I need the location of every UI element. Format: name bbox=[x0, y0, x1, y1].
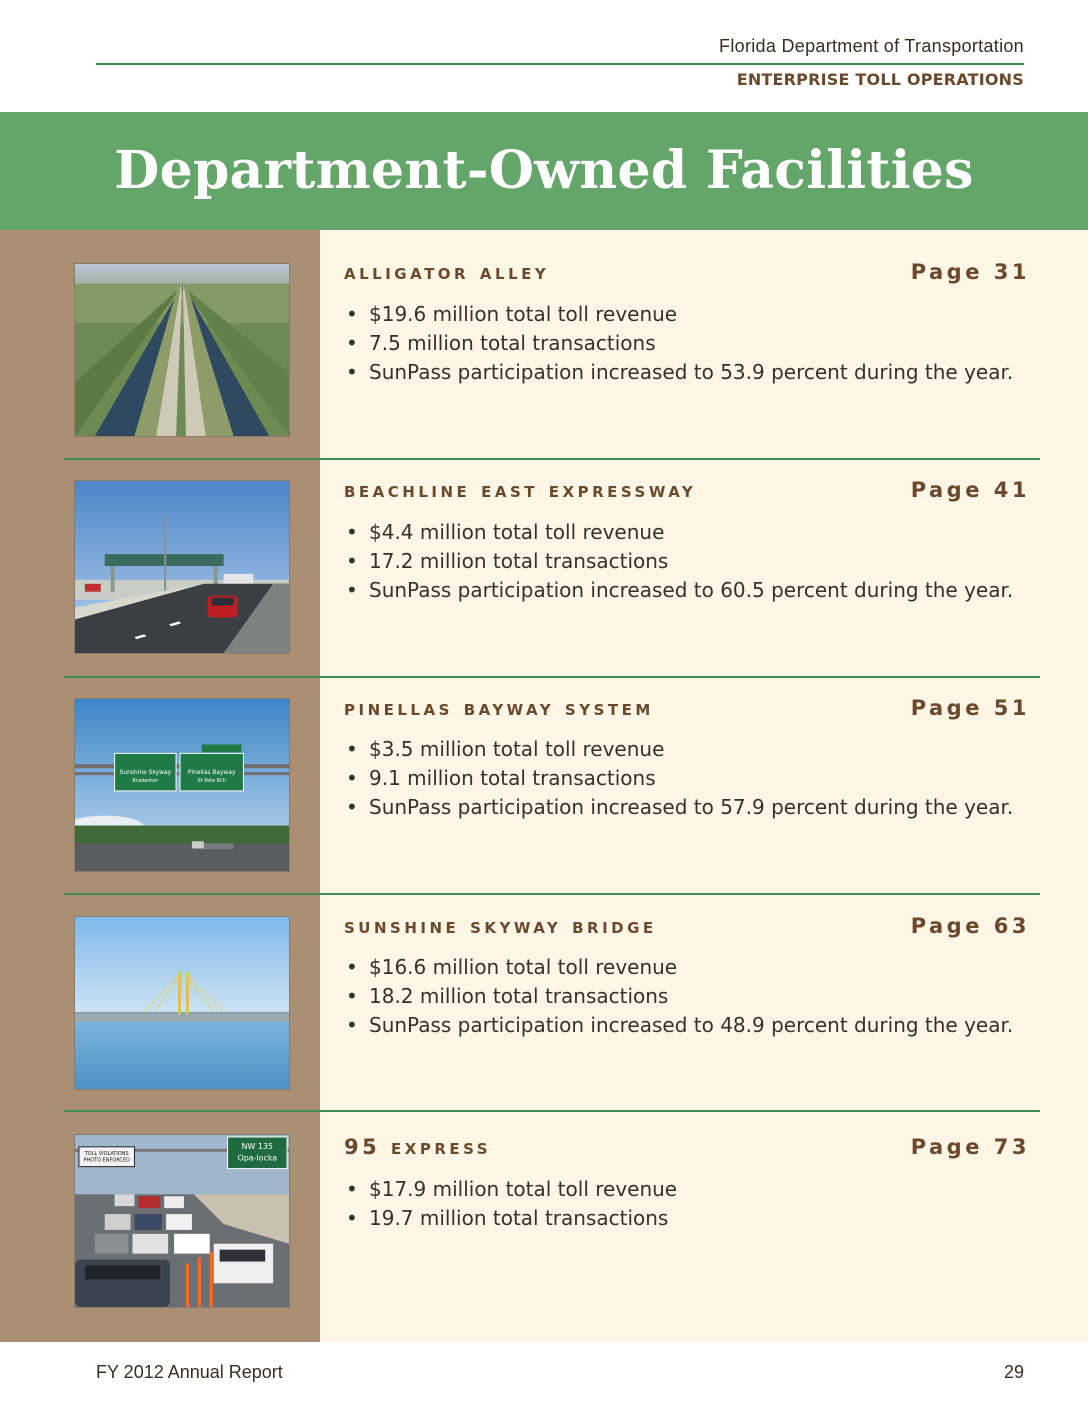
bullet-transactions: • 19.7 million total transactions bbox=[344, 1204, 1014, 1233]
facility-name-beachline: beachline east expressway bbox=[344, 478, 697, 502]
bullet-sunpass: • SunPass participation increased to 53.9 percent during the year. bbox=[344, 358, 1014, 387]
section-divider bbox=[64, 458, 1040, 460]
page-title: Department-Owned Facilities bbox=[114, 140, 974, 201]
toll-sign-line-1: TOLL VIOLATIONS bbox=[84, 1150, 129, 1157]
alligator-alley-photo bbox=[74, 263, 290, 437]
facility-page-ref: Page 63 bbox=[910, 914, 1030, 938]
facility-page-ref: Page 51 bbox=[910, 696, 1030, 720]
facility-bullets bbox=[344, 735, 1014, 822]
facility-page-ref: Page 41 bbox=[910, 478, 1030, 502]
skyway-sign-subtext: Bradenton bbox=[132, 778, 159, 785]
bullet-transactions: • 17.2 million total transactions bbox=[344, 547, 1014, 576]
toll-sign-line-2: PHOTO ENFORCED bbox=[83, 1157, 130, 1164]
facility-bullets bbox=[344, 953, 1014, 1040]
facility-name-pinellas-bayway: pinellas bayway system bbox=[344, 696, 654, 720]
bullet-toll-revenue: • $16.6 million total toll revenue bbox=[344, 953, 1014, 982]
footer-report-title: FY 2012 Annual Report bbox=[96, 1362, 283, 1382]
bullet-transactions: • 18.2 million total transactions bbox=[344, 982, 1014, 1011]
bullet-toll-revenue: • $4.4 million total toll revenue bbox=[344, 518, 1014, 547]
header-organization: Florida Department of Transportation bbox=[719, 36, 1024, 56]
header-divider bbox=[96, 63, 1024, 65]
beachline-expressway-photo bbox=[74, 480, 290, 654]
section-divider bbox=[64, 893, 1040, 895]
95-express-photo bbox=[74, 1134, 290, 1308]
facility-name-95-express: 95 express bbox=[344, 1135, 492, 1159]
footer-page-number: 29 bbox=[1003, 1362, 1024, 1382]
bullet-transactions: • 7.5 million total transactions bbox=[344, 329, 1014, 358]
facility-bullets bbox=[344, 518, 1014, 605]
facility-name-sunshine-skyway: sunshine skyway bridge bbox=[344, 914, 657, 938]
bullet-sunpass: • SunPass participation increased to 57.9 percent during the year. bbox=[344, 793, 1014, 822]
facility-page-ref: Page 73 bbox=[910, 1135, 1030, 1159]
bullet-toll-revenue: • $17.9 million total toll revenue bbox=[344, 1175, 1014, 1204]
pinellas-bayway-photo bbox=[74, 698, 290, 872]
nw-sign-line-1: NW 135 bbox=[241, 1141, 273, 1151]
nw-sign-line-2: Opa-locka bbox=[237, 1153, 278, 1163]
section-divider bbox=[64, 676, 1040, 678]
bullet-sunpass: • SunPass participation increased to 48.9 percent during the year. bbox=[344, 1011, 1014, 1040]
sunshine-skyway-photo bbox=[74, 916, 290, 1090]
facility-page-ref: Page 31 bbox=[910, 260, 1030, 284]
pinellas-sign-subtext: St Pete Bch bbox=[197, 778, 226, 785]
header-division: ENTERPRISE TOLL OPERATIONS bbox=[736, 70, 1024, 89]
bullet-toll-revenue: • $3.5 million total toll revenue bbox=[344, 735, 1014, 764]
bullet-toll-revenue: • $19.6 million total toll revenue bbox=[344, 300, 1014, 329]
skyway-sign-text: Sunshine Skyway bbox=[119, 769, 172, 777]
facility-name-alligator-alley: alligator alley bbox=[344, 260, 550, 284]
bullet-transactions: • 9.1 million total transactions bbox=[344, 764, 1014, 793]
facility-bullets bbox=[344, 300, 1014, 387]
section-divider bbox=[64, 1110, 1040, 1112]
bullet-sunpass: • SunPass participation increased to 60.5 percent during the year. bbox=[344, 576, 1014, 605]
pinellas-sign-text: Pinellas Bayway bbox=[187, 769, 236, 777]
facility-bullets bbox=[344, 1175, 1014, 1233]
